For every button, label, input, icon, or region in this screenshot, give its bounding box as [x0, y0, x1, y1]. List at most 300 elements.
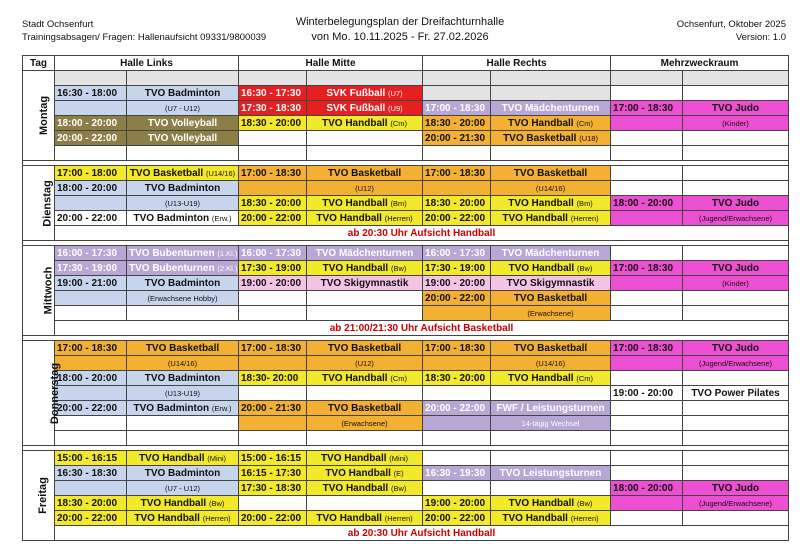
time-cell: 18:30 - 20:00 — [423, 116, 491, 131]
activity-name: FWF / Leistungsturnen — [496, 402, 605, 414]
time-cell — [423, 146, 491, 161]
table-row — [23, 86, 789, 101]
activity-cell — [491, 451, 611, 466]
activity-cell — [491, 131, 611, 146]
time-cell — [239, 181, 307, 196]
time-cell — [423, 481, 491, 496]
activity-cell — [683, 401, 789, 416]
schedule-table — [22, 55, 789, 541]
time-cell — [611, 401, 683, 416]
activity-cell — [307, 386, 423, 401]
time-cell — [239, 71, 307, 86]
activity-name: TVO Skigymnastik — [506, 277, 595, 289]
activity-name: TVO Judo — [711, 342, 760, 354]
time-cell: 20:00 - 22:00 — [423, 211, 491, 226]
activity-cell — [491, 386, 611, 401]
activity-cell — [491, 246, 611, 261]
col-header-halle-rechts: Halle Rechts — [423, 56, 611, 71]
activity-cell — [683, 166, 789, 181]
time-cell — [611, 371, 683, 386]
activity-cell — [127, 371, 239, 386]
activity-cell — [307, 431, 423, 446]
activity-cell — [127, 451, 239, 466]
activity-name: TVO Volleyball — [147, 132, 218, 144]
time-cell: 17:30 - 19:00 — [55, 261, 127, 276]
activity-cell — [491, 431, 611, 446]
day-label-text: Mittwoch — [42, 266, 55, 315]
activity-cell — [127, 496, 239, 511]
activity-cell — [491, 146, 611, 161]
activity-name: TVO Handball — [508, 262, 575, 274]
activity-cell — [683, 291, 789, 306]
activity-cell — [307, 511, 423, 526]
activity-name: TVO Handball — [316, 212, 382, 224]
col-header-mehrzweckraum: Mehrzweckraum — [611, 56, 789, 71]
activity-name: TVO Handball — [508, 372, 574, 384]
group-label: (E) — [393, 468, 404, 478]
activity-cell — [307, 276, 423, 291]
time-cell — [423, 416, 491, 431]
time-cell — [611, 116, 683, 131]
time-cell — [611, 146, 683, 161]
time-cell: 20:00 - 22:00 — [423, 511, 491, 526]
time-cell: 20:00 - 22:00 — [55, 211, 127, 226]
activity-name: TVO Basketball — [145, 342, 220, 354]
supervision-banner: ab 21:00/21:30 Uhr Aufsicht Basketball — [55, 321, 789, 336]
activity-name: SVK Fußball — [326, 102, 386, 114]
time-cell: 18:30 - 20:00 — [423, 371, 491, 386]
activity-cell — [683, 386, 789, 401]
time-cell — [239, 306, 307, 321]
table-row — [23, 71, 789, 86]
time-cell: 20:00 - 22:00 — [55, 511, 127, 526]
activity-name: TVO Handball — [322, 262, 389, 274]
activity-name: TVO Handball — [322, 197, 388, 209]
time-cell: 19:00 - 20:00 — [239, 276, 307, 291]
table-row — [23, 261, 789, 276]
activity-cell — [127, 211, 239, 226]
time-cell: 16:00 - 17:30 — [423, 246, 491, 261]
day-label — [23, 341, 62, 446]
activity-cell — [307, 341, 423, 356]
note-cell: (U14/16) — [491, 356, 611, 371]
note-cell: (U7 - U12) — [127, 101, 239, 116]
contact-info: Trainingsabsagen/ Fragen: Hallenaufsicht 09331/9800039 — [22, 32, 267, 43]
activity-name: TVO Handball — [322, 482, 389, 494]
table-row — [23, 401, 789, 416]
group-label: (Erw.) — [211, 213, 232, 223]
note-cell: (Jugend/Erwachsene) — [683, 356, 789, 371]
time-cell — [611, 71, 683, 86]
group-label: (Cm) — [390, 118, 408, 128]
time-cell — [239, 496, 307, 511]
activity-name: TVO Bubenturnen — [129, 247, 215, 259]
activity-cell — [127, 146, 239, 161]
group-label: (Cm) — [390, 373, 408, 383]
time-cell: 17:30 - 19:00 — [239, 261, 307, 276]
activity-cell — [683, 431, 789, 446]
activity-name: TVO Mädchenturnen — [501, 102, 600, 114]
time-cell: 16:15 - 17:30 — [239, 466, 307, 481]
group-label: (2.Kl.) — [217, 263, 238, 273]
note-cell: (U7 - U12) — [127, 481, 239, 496]
time-cell: 20:00 - 22:00 — [423, 291, 491, 306]
activity-cell — [683, 146, 789, 161]
time-cell — [611, 211, 683, 226]
group-label: (Bm) — [576, 198, 593, 208]
activity-cell — [127, 466, 239, 481]
note-cell: (Kinder) — [683, 276, 789, 291]
activity-name: TVO Volleyball — [147, 117, 218, 129]
time-cell — [423, 356, 491, 371]
header-right — [677, 18, 786, 44]
group-label: (Bw) — [576, 498, 593, 508]
activity-cell — [491, 481, 611, 496]
note-cell: (U12) — [307, 181, 423, 196]
group-label: (Mini) — [207, 453, 227, 463]
page-period: von Mo. 10.11.2025 - Fr. 27.02.2026 — [311, 31, 489, 43]
activity-name: TVO Badminton — [133, 212, 210, 224]
time-cell: 18:30 - 20:00 — [55, 496, 127, 511]
time-cell — [239, 146, 307, 161]
time-cell: 18:00 - 20:00 — [611, 196, 683, 211]
table-row — [23, 166, 789, 181]
note-cell: (Kinder) — [683, 116, 789, 131]
time-cell: 20:00 - 21:30 — [239, 401, 307, 416]
activity-cell — [307, 166, 423, 181]
activity-name: TVO Badminton — [144, 182, 221, 194]
table-row — [23, 226, 789, 241]
time-cell: 17:00 - 18:00 — [55, 166, 127, 181]
time-cell — [239, 386, 307, 401]
time-cell: 15:00 - 16:15 — [239, 451, 307, 466]
activity-cell — [127, 86, 239, 101]
time-cell — [611, 291, 683, 306]
activity-cell — [127, 276, 239, 291]
time-cell: 20:00 - 22:00 — [55, 131, 127, 146]
activity-name: TVO Mädchenturnen — [315, 247, 414, 259]
time-cell: 18:00 - 20:00 — [55, 116, 127, 131]
activity-cell — [307, 246, 423, 261]
note-cell: (Erwachsene) — [491, 306, 611, 321]
time-cell: 19:00 - 20:00 — [611, 386, 683, 401]
time-cell — [611, 131, 683, 146]
note-cell: (Erwachsene) — [307, 416, 423, 431]
table-row — [23, 341, 789, 356]
activity-name: TVO Handball — [322, 372, 388, 384]
time-cell — [239, 291, 307, 306]
table-row — [23, 416, 789, 431]
activity-cell — [683, 466, 789, 481]
time-cell: 17:30 - 18:30 — [239, 101, 307, 116]
activity-name: TVO Judo — [711, 102, 760, 114]
activity-cell — [683, 511, 789, 526]
activity-name: TVO Handball — [320, 452, 387, 464]
activity-cell — [491, 261, 611, 276]
activity-name: TVO Handball — [322, 117, 388, 129]
time-cell — [611, 181, 683, 196]
activity-cell — [683, 196, 789, 211]
table-row — [23, 356, 789, 371]
time-cell: 20:00 - 22:00 — [55, 401, 127, 416]
time-cell — [55, 386, 127, 401]
time-cell: 18:30 - 20:00 — [423, 196, 491, 211]
time-cell — [55, 306, 127, 321]
day-label — [23, 71, 55, 161]
activity-cell — [307, 86, 423, 101]
activity-cell — [307, 401, 423, 416]
activity-cell — [683, 131, 789, 146]
activity-cell — [683, 306, 789, 321]
time-cell — [423, 181, 491, 196]
activity-cell — [683, 481, 789, 496]
time-cell — [611, 86, 683, 101]
activity-name: TVO Basketball — [513, 167, 588, 179]
activity-cell — [683, 246, 789, 261]
time-cell: 16:30 - 18:30 — [55, 466, 127, 481]
note-cell: (U12) — [307, 356, 423, 371]
group-label: (Bw) — [390, 263, 407, 273]
supervision-banner: ab 20:30 Uhr Aufsicht Handball — [55, 226, 789, 241]
activity-cell — [127, 116, 239, 131]
time-cell — [423, 431, 491, 446]
table-row — [23, 481, 789, 496]
table-row — [23, 466, 789, 481]
activity-cell — [127, 416, 239, 431]
activity-name: TVO Basketball — [503, 132, 577, 144]
activity-cell — [683, 181, 789, 196]
time-cell — [55, 71, 127, 86]
activity-name: TVO Skigymnastik — [320, 277, 409, 289]
table-row — [23, 291, 789, 306]
time-cell: 17:00 - 18:30 — [611, 261, 683, 276]
time-cell — [55, 356, 127, 371]
time-cell — [239, 131, 307, 146]
time-cell: 17:00 - 18:30 — [423, 341, 491, 356]
day-label-text: Freitag — [36, 477, 49, 514]
activity-cell — [307, 196, 423, 211]
activity-name: TVO Handball — [502, 512, 568, 524]
time-cell: 19:00 - 20:00 — [423, 496, 491, 511]
group-label: (Bm) — [390, 198, 407, 208]
table-row — [23, 511, 789, 526]
table-row — [23, 451, 789, 466]
activity-cell — [307, 496, 423, 511]
activity-cell — [683, 371, 789, 386]
note-cell: (Jugend/Erwachsene) — [683, 496, 789, 511]
page-title: Winterbelegungsplan der Dreifachturnhalle — [295, 16, 505, 28]
time-cell — [611, 306, 683, 321]
activity-name: TVO Basketball — [129, 167, 204, 179]
activity-name: SVK Fußball — [326, 87, 386, 99]
time-cell: 17:00 - 18:30 — [423, 101, 491, 116]
activity-name: TVO Basketball — [327, 342, 402, 354]
activity-name: TVO Handball — [140, 497, 207, 509]
activity-cell — [683, 71, 789, 86]
activity-name: TVO Handball — [316, 512, 382, 524]
activity-cell — [491, 341, 611, 356]
activity-cell — [127, 511, 239, 526]
header-center — [250, 15, 550, 45]
activity-cell — [307, 131, 423, 146]
activity-name: TVO Badminton — [144, 277, 221, 289]
activity-name: TVO Basketball — [513, 292, 588, 304]
group-label: (Herren) — [570, 213, 599, 223]
time-cell: 17:00 - 18:30 — [423, 166, 491, 181]
activity-cell — [307, 371, 423, 386]
time-cell — [55, 431, 127, 446]
activity-name: TVO Handball — [508, 497, 575, 509]
time-cell: 16:30 - 19:30 — [423, 466, 491, 481]
day-label-text: Montag — [38, 95, 51, 136]
time-cell — [611, 276, 683, 291]
time-cell: 20:00 - 22:00 — [239, 511, 307, 526]
time-cell: 17:30 - 19:00 — [423, 261, 491, 276]
day-label — [23, 451, 55, 541]
time-cell: 18:30 - 20:00 — [239, 196, 307, 211]
supervision-banner: ab 20:30 Uhr Aufsicht Handball — [55, 526, 789, 541]
time-cell: 17:00 - 18:30 — [239, 341, 307, 356]
time-cell — [611, 356, 683, 371]
activity-cell — [307, 466, 423, 481]
table-row — [23, 526, 789, 541]
table-row — [23, 131, 789, 146]
time-cell: 20:00 - 22:00 — [423, 401, 491, 416]
time-cell — [55, 291, 127, 306]
time-cell — [611, 431, 683, 446]
activity-cell — [491, 211, 611, 226]
activity-cell — [307, 261, 423, 276]
activity-cell — [127, 306, 239, 321]
activity-name: TVO Basketball — [513, 342, 588, 354]
note-cell: (Jugend/Erwachsene) — [683, 211, 789, 226]
activity-name: TVO Badminton — [144, 372, 221, 384]
table-row — [23, 246, 789, 261]
activity-name: TVO Leistungsturnen — [499, 467, 602, 479]
time-cell: 18:00 - 20:00 — [55, 371, 127, 386]
activity-cell — [491, 466, 611, 481]
time-cell: 16:30 - 17:30 — [239, 86, 307, 101]
activity-cell — [491, 371, 611, 386]
activity-name: TVO Badminton — [144, 87, 221, 99]
activity-name: TVO Judo — [711, 197, 760, 209]
activity-cell — [307, 116, 423, 131]
time-cell: 15:00 - 16:15 — [55, 451, 127, 466]
activity-cell — [491, 196, 611, 211]
table-row — [23, 496, 789, 511]
activity-cell — [683, 101, 789, 116]
activity-name: TVO Handball — [325, 467, 391, 479]
activity-cell — [127, 246, 239, 261]
time-cell — [423, 306, 491, 321]
activity-cell — [683, 261, 789, 276]
time-cell — [611, 451, 683, 466]
activity-cell — [491, 511, 611, 526]
time-cell: 18:00 - 20:00 — [55, 181, 127, 196]
time-cell — [611, 166, 683, 181]
group-label: (Cm) — [576, 118, 594, 128]
time-cell — [239, 431, 307, 446]
activity-cell — [491, 166, 611, 181]
activity-cell — [307, 211, 423, 226]
table-row — [23, 146, 789, 161]
activity-cell — [491, 401, 611, 416]
time-cell: 19:00 - 20:00 — [423, 276, 491, 291]
time-cell: 18:30- 20:00 — [239, 371, 307, 386]
group-label: (Erw.) — [211, 403, 232, 413]
activity-cell — [307, 291, 423, 306]
col-header-halle-mitte: Halle Mitte — [239, 56, 423, 71]
group-label: (1.Kl.) — [217, 248, 238, 258]
group-label: (U9) — [388, 103, 403, 113]
activity-cell — [127, 71, 239, 86]
header-row — [23, 56, 789, 71]
activity-cell — [307, 451, 423, 466]
note-cell: (Erwachsene Hobby) — [127, 291, 239, 306]
time-cell: 17:00 - 18:30 — [239, 166, 307, 181]
schedule-body — [23, 71, 789, 541]
group-label: (Bw) — [576, 263, 593, 273]
activity-name: TVO Badminton — [133, 402, 210, 414]
activity-cell — [491, 86, 611, 101]
time-cell — [55, 101, 127, 116]
day-label-text: Donnerstag — [49, 362, 62, 424]
group-label: (Herren) — [384, 513, 413, 523]
activity-name: TVO Judo — [711, 262, 760, 274]
activity-name: TVO Handball — [138, 452, 205, 464]
time-cell — [239, 356, 307, 371]
activity-cell — [683, 341, 789, 356]
time-cell — [611, 511, 683, 526]
time-cell: 16:00 - 17:30 — [239, 246, 307, 261]
group-label: (Herren) — [202, 513, 231, 523]
day-label — [23, 246, 55, 336]
table-row — [23, 431, 789, 446]
activity-cell — [491, 291, 611, 306]
time-cell — [611, 496, 683, 511]
table-row — [23, 211, 789, 226]
activity-cell — [491, 116, 611, 131]
table-row — [23, 386, 789, 401]
group-label: (U7) — [388, 88, 403, 98]
col-header-tag: Tag — [23, 56, 55, 71]
time-cell — [55, 481, 127, 496]
activity-cell — [307, 146, 423, 161]
activity-name: TVO Handball — [134, 512, 200, 524]
time-cell: 17:00 - 18:30 — [611, 341, 683, 356]
activity-cell — [127, 131, 239, 146]
time-cell — [423, 71, 491, 86]
activity-name: TVO Basketball — [327, 167, 402, 179]
day-label — [23, 166, 55, 241]
activity-name: TVO Mädchenturnen — [501, 247, 600, 259]
time-cell: 17:00 - 18:30 — [55, 341, 127, 356]
table-row — [23, 321, 789, 336]
activity-cell — [683, 451, 789, 466]
note-cell: (U14/16) — [127, 356, 239, 371]
time-cell: 16:00 - 17:30 — [55, 246, 127, 261]
time-cell: 19:00 - 21:00 — [55, 276, 127, 291]
version-label: Version: 1.0 — [735, 32, 786, 43]
group-label: (Bw) — [208, 498, 225, 508]
group-label: (Herren) — [570, 513, 599, 523]
activity-cell — [683, 86, 789, 101]
time-cell — [611, 466, 683, 481]
activity-cell — [307, 101, 423, 116]
group-label: (U14/16) — [205, 168, 236, 178]
table-row — [23, 116, 789, 131]
group-label: (Herren) — [384, 213, 413, 223]
